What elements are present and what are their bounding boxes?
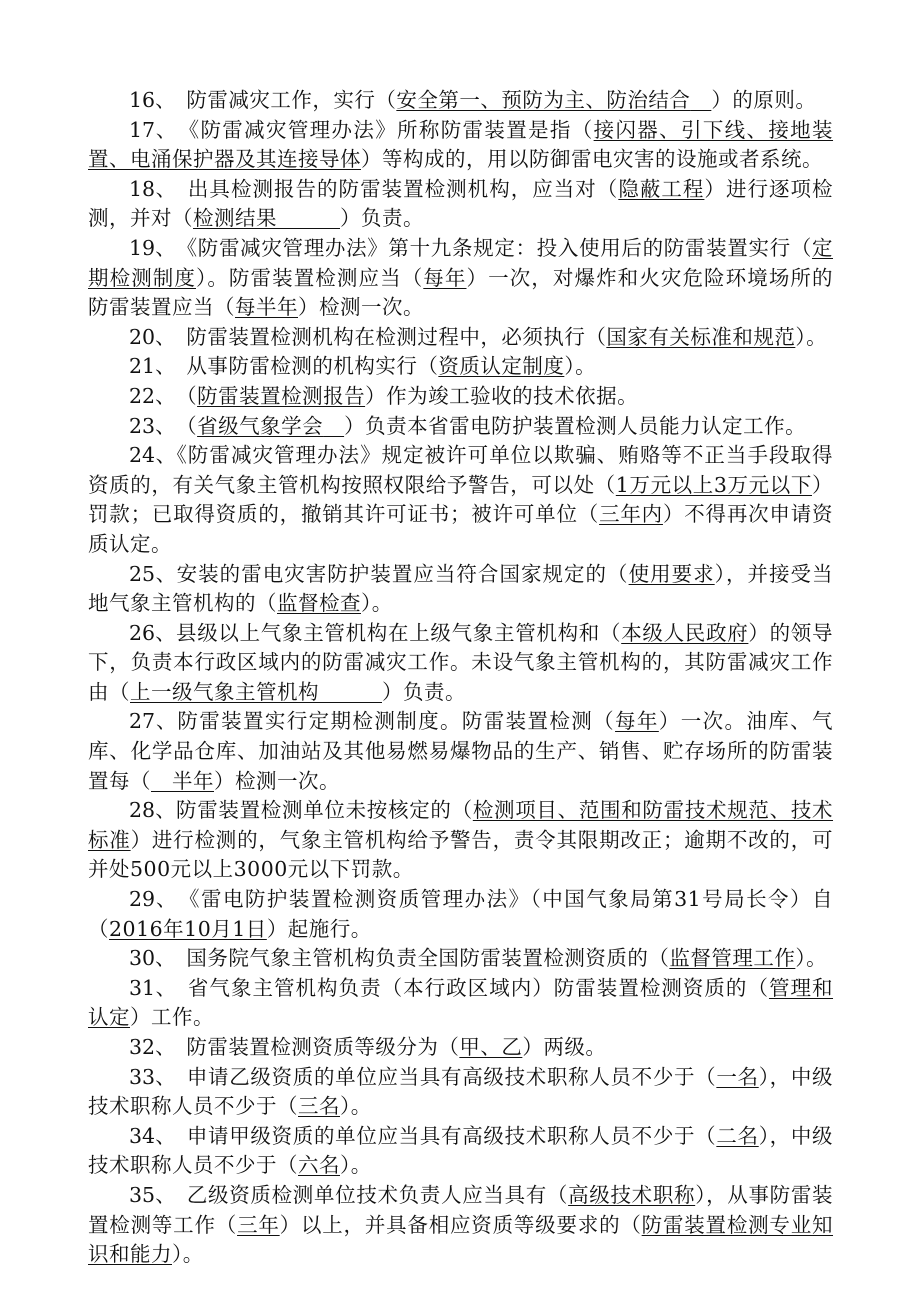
question-text: 《雷电防护装置检测资质管理办法》（中国气象局第31号局长令）自（ (88, 887, 833, 941)
question-text: ）检测一次。 (298, 295, 424, 320)
answer-blank: 检测项目、范围和防雷技术规范、技术标准 (88, 798, 834, 852)
answer-blank: 三名 (298, 1094, 340, 1119)
answer-blank: 六名 (298, 1153, 340, 1178)
question-text: ）的原则。 (711, 88, 817, 112)
answer-blank: 使用要求 (628, 561, 715, 586)
question-text: ）作为竣工验收的技术依据。 (365, 383, 639, 408)
question-text: ）负责本省雷电防护装置检测人员能力认定工作。 (344, 413, 807, 438)
question-number: 32、 (129, 1035, 166, 1059)
answer-blank: 定期检测制度 (88, 235, 833, 290)
question-text: ）检测一次。 (214, 768, 340, 793)
answer-blank: 国家有关标准和规范 (606, 324, 796, 349)
question-text: 防雷装置检测单位未按核定的（ (176, 798, 473, 823)
question-text: ）。 (172, 1242, 204, 1267)
question-19 (88, 234, 833, 323)
question-text: 防雷装置实行定期检测制度。防雷装置检测（ (177, 709, 616, 734)
question-24 (88, 441, 833, 559)
answer-blank: 接闪器、引下线、接地装置、电涌保护器及其连接导体 (88, 117, 834, 172)
answer-blank: 省级气象学会 (197, 413, 324, 438)
answer-blank: 检测结果 (193, 206, 277, 231)
question-number: 34、 (129, 1123, 166, 1148)
question-number: 17、 (129, 117, 168, 142)
question-number: 33、 (129, 1064, 166, 1089)
question-16 (88, 86, 833, 116)
question-30 (88, 944, 833, 974)
question-text: ）起施行。 (266, 916, 372, 941)
question-number: 28、 (129, 798, 176, 823)
answer-blank: 监督管理工作 (669, 946, 796, 971)
question-text: ）罚款；已取得资质的，撤销其许可证书；被许可单位（ (88, 472, 833, 527)
question-text: 安装的雷电灾害防护装置应当符合国家规定的（ (176, 561, 629, 586)
question-number: 21、 (129, 354, 166, 379)
question-text: 出具检测报告的防雷装置检测机构，应当对（ (166, 176, 619, 201)
question-text: 国务院气象主管机构负责全国防雷装置检测资质的（ (165, 946, 670, 971)
question-text: ）负责。 (340, 206, 424, 231)
question-20 (88, 323, 833, 353)
answer-blank: 2016年10月1日 (109, 916, 267, 941)
question-text: 《防雷减灾管理办法》第十九条规定：投入使用后的防雷装置实行（ (165, 235, 812, 260)
question-21 (88, 352, 833, 382)
question-number: 25、 (129, 561, 177, 586)
question-number: 16、 (129, 88, 166, 112)
question-number: 24、 (129, 443, 177, 468)
answer-blank: 1万元以上3万元以下 (615, 472, 812, 497)
question-text: ），并接受当地气象主管机构的（ (88, 561, 834, 616)
question-number: 35、 (129, 1182, 166, 1207)
question-text: ）一次，对爆炸和火灾危险环境场所的防雷装置应当（ (88, 265, 834, 320)
question-text: 乙级资质检测单位技术负责人应当具有（ (165, 1182, 569, 1207)
question-text: ）一次。油库、气库、化学品仓库、加油站及其他易燃易爆物品的生产、销售、贮存场所的防雷装置每（ (88, 709, 834, 793)
question-text: ）。 (795, 324, 828, 349)
answer-blank: 每年 (423, 265, 467, 290)
question-22 (88, 382, 833, 412)
question-number: 31、 (129, 975, 167, 1000)
answer-blank: 甲、乙 (459, 1035, 523, 1059)
question-text: ）以上，并具备相应资质等级要求的（ (279, 1212, 642, 1237)
question-26 (88, 619, 833, 708)
question-number: 20、 (129, 324, 166, 349)
answer-blank: 一名 (716, 1064, 759, 1089)
answer-blank: 隐蔽工程 (618, 176, 705, 201)
answer-blank: 本级人民政府 (621, 620, 749, 645)
question-number: 30、 (129, 946, 166, 971)
question-text: ）负责。 (382, 679, 466, 704)
question-number: 18、 (129, 176, 167, 201)
question-text: ）进行逐项检测，并对（ (88, 176, 834, 231)
answer-blank: 防雷装置检测报告 (197, 383, 366, 408)
question-text: ）。 (564, 354, 597, 379)
question-text: ）两级。 (522, 1035, 607, 1059)
question-27 (88, 707, 833, 796)
answer-blank (277, 206, 340, 230)
question-text: ）。防雷装置检测应当（ (195, 265, 424, 290)
question-18 (88, 175, 833, 234)
answer-blank: 每半年 (235, 295, 298, 320)
answer-blank: 每年 (615, 709, 659, 734)
question-text: ）。 (361, 591, 393, 616)
question-17 (88, 116, 833, 175)
question-text: 防雷装置检测机构在检测过程中，必须执行（ (165, 324, 607, 349)
question-text: ）。 (340, 1094, 372, 1119)
question-text: 《防雷减灾管理办法》所称防雷装置是指（ (167, 117, 594, 142)
question-number: 22、 (129, 383, 166, 408)
answer-blank: 三年内 (599, 502, 663, 527)
question-35 (88, 1181, 833, 1270)
question-25 (88, 560, 833, 619)
answer-blank: 高级技术职称 (568, 1182, 696, 1207)
question-text: 《防雷减灾管理办法》规定被许可单位以欺骗、贿赂等不正当手段取得资质的，有关气象主管机构按照权限给予警告，可以处（ (88, 443, 834, 497)
question-34 (88, 1122, 833, 1181)
question-text: 防雷装置检测资质等级分为（ (165, 1035, 460, 1059)
question-text: 申请乙级资质的单位应当具有高级技术职称人员不少于（ (165, 1064, 717, 1089)
answer-blank (323, 414, 344, 438)
question-31 (88, 974, 833, 1033)
answer-blank: 资质认定制度 (438, 354, 565, 379)
answer-blank: 管理和认定 (88, 975, 834, 1030)
question-33 (88, 1063, 833, 1122)
question-text: 从事防雷检测的机构实行（ (165, 354, 439, 379)
answer-blank (690, 88, 711, 112)
question-text: ）不得再次申请资质认定。 (88, 502, 834, 556)
question-text: 申请甲级资质的单位应当具有高级技术职称人员不少于（ (165, 1123, 717, 1148)
question-number: 27、 (129, 709, 178, 734)
question-text: ）。 (340, 1153, 372, 1178)
answer-blank (319, 680, 382, 704)
question-32 (88, 1033, 833, 1063)
question-text: ）的领导下，负责本行政区域内的防雷减灾工作。未设气象主管机构的，其防雷减灾工作由（ (88, 620, 834, 704)
question-text: ）进行检测的，气象主管机构给予警告，责令其限期改正；逾期不改的，可并处500元以上3000元以下罚款。 (88, 827, 834, 882)
question-number: 19、 (129, 235, 166, 260)
question-text: 省气象主管机构负责（本行政区域内）防雷装置检测资质的（ (166, 975, 769, 1000)
answer-blank: 半年 (151, 768, 214, 793)
question-text: ），中级技术职称人员不少于（ (88, 1064, 834, 1119)
question-number: 26、 (129, 620, 176, 645)
question-text: ）工作。 (130, 1005, 214, 1030)
answer-blank: 安全第一、预防为主、防治结合 (396, 88, 691, 112)
question-number: 29、 (129, 887, 168, 912)
question-text: ），从事防雷装置检测等工作（ (88, 1182, 834, 1237)
question-text: 县级以上气象主管机构在上级气象主管机构和（ (176, 620, 622, 645)
question-text: （ (165, 413, 198, 438)
question-28 (88, 796, 833, 885)
answer-blank: 二名 (716, 1123, 759, 1148)
question-29 (88, 885, 833, 944)
question-text: ），中级技术职称人员不少于（ (88, 1123, 834, 1178)
question-text: ）等构成的，用以防御雷电灾害的设施或者系统。 (361, 147, 823, 172)
question-number: 23、 (129, 413, 166, 438)
question-text: ）。 (795, 946, 828, 971)
question-text: 防雷减灾工作，实行（ (165, 88, 397, 112)
answer-blank: 上一级气象主管机构 (130, 679, 319, 704)
answer-blank: 监督检查 (277, 591, 361, 616)
question-23 (88, 412, 833, 442)
document-page (88, 86, 833, 1270)
answer-blank: 防雷装置检测专业知识和能力 (88, 1212, 834, 1267)
answer-blank: 三年 (237, 1212, 280, 1237)
question-text: （ (165, 383, 198, 408)
